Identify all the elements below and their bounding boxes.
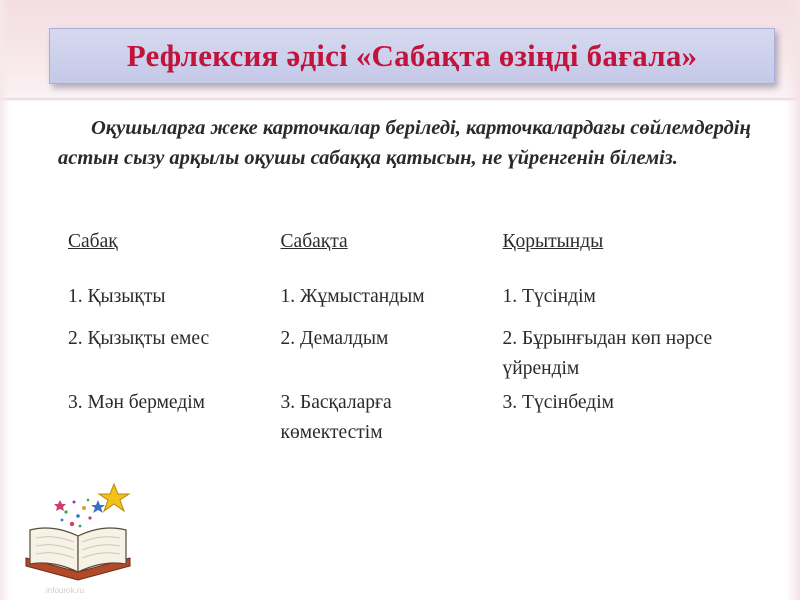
reflection-table (60, 220, 750, 448)
header-band-shadow (0, 98, 800, 102)
table-cell: 1. Қызықты (68, 286, 166, 307)
table-row (60, 386, 750, 448)
table-cell: 3. Түсінбедім (502, 392, 614, 413)
intro-paragraph (58, 113, 778, 173)
slide-title: Рефлексия әдісі «Сабақта өзіңді бағала» (126, 38, 698, 73)
table-cell: 3. Басқаларға көмектестім (280, 392, 392, 443)
table-row (60, 322, 750, 386)
table-cell: 1. Түсіндім (502, 286, 596, 307)
open-book-with-stars-icon (18, 480, 138, 590)
table-cell: 2. Қызықты емес (68, 328, 210, 349)
intro-text: Оқушыларға жеке карточкалар беріледі, карточкалардағы сөйлемдердің астын сызу арқылы оқушы сабаққа қатысын, не үйренгенін білеміз. (58, 117, 751, 169)
footer-watermark: infourok.ru (46, 586, 84, 595)
table-row (60, 276, 750, 322)
header-cell-lesson: Сабақ (68, 231, 118, 252)
header-cell-in-lesson: Сабақта (280, 231, 348, 252)
title-box (49, 28, 775, 84)
table-cell: 1. Жұмыстандым (280, 286, 425, 307)
right-edge-decoration (786, 0, 800, 600)
table-cell: 3. Мән бермедім (68, 392, 205, 413)
table-cell: 2. Демалдым (280, 328, 389, 349)
table-header-row (60, 220, 750, 276)
header-cell-conclusion: Қорытынды (502, 231, 604, 252)
left-edge-decoration (0, 0, 10, 600)
table-cell: 2. Бұрынғыдан көп нәрсе үйрендім (502, 328, 713, 379)
